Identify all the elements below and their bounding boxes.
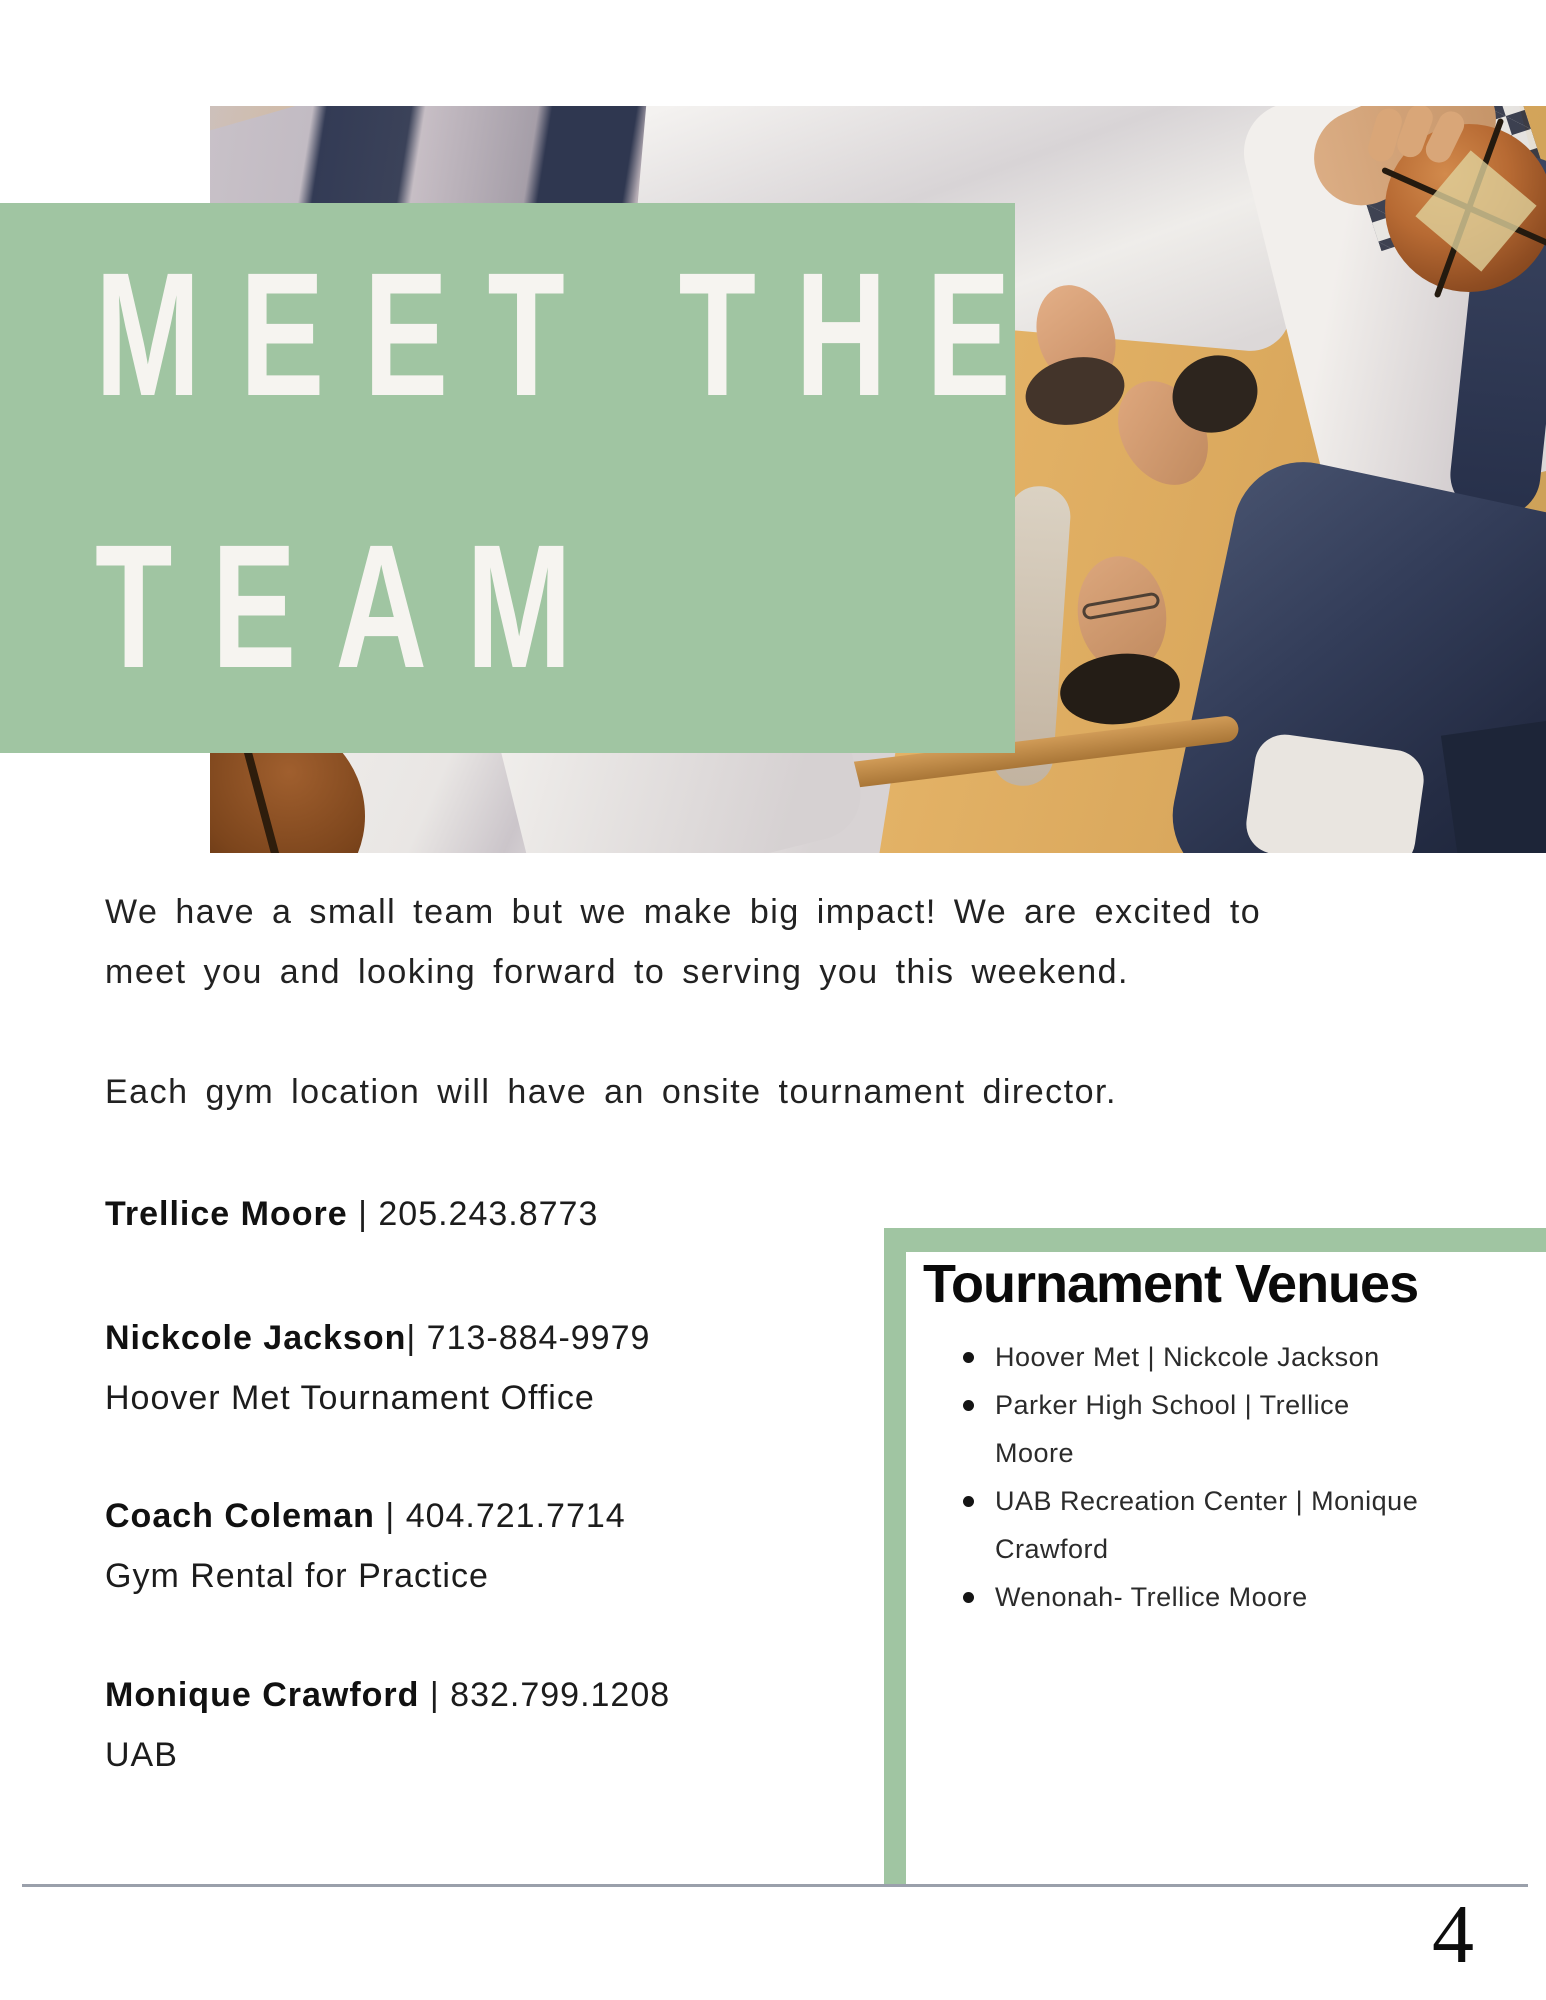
photo-navy-drape-shape xyxy=(1441,718,1546,853)
venue-item-text: Wenonah- Trellice Moore xyxy=(995,1582,1308,1612)
venue-item xyxy=(963,1573,1546,1621)
contact-line xyxy=(105,1486,626,1546)
contact-detail: Gym Rental for Practice xyxy=(105,1557,489,1595)
venues-title: Tournament Venues xyxy=(923,1254,1419,1314)
venue-item xyxy=(963,1333,1546,1381)
contact-block xyxy=(105,1184,598,1244)
bottom-divider xyxy=(22,1884,1528,1887)
contact-separator: | xyxy=(406,1319,427,1357)
page-title-line2: TEAM xyxy=(95,509,612,705)
contact-detail: Hoover Met Tournament Office xyxy=(105,1379,595,1417)
contact-detail: UAB xyxy=(105,1736,178,1774)
bullet-icon xyxy=(963,1592,974,1603)
contact-name: Monique Crawford xyxy=(105,1676,420,1714)
contact-block xyxy=(105,1308,650,1428)
contact-phone: 205.243.8773 xyxy=(378,1195,599,1233)
intro-paragraph-1: We have a small team but we make big impact! We are excited to meet you and looking forward to serving you this weekend. xyxy=(105,893,1262,991)
basketball-highlight xyxy=(1415,150,1536,271)
contact-phone: 404.721.7714 xyxy=(405,1497,626,1535)
page-title-line1: MEET THE xyxy=(95,237,1050,433)
venue-item-text: Parker High School | Trellice Moore xyxy=(995,1390,1350,1468)
intro-paragraph-2: Each gym location will have an onsite tournament director. xyxy=(105,1073,1117,1111)
venue-item-text: UAB Recreation Center | Monique Crawford xyxy=(995,1486,1419,1564)
venue-item xyxy=(963,1477,1546,1573)
contact-line xyxy=(105,1184,598,1244)
contact-block xyxy=(105,1665,670,1785)
contact-separator: | xyxy=(374,1497,406,1535)
contact-phone: 713-884-9979 xyxy=(426,1319,651,1357)
photo-player-hair xyxy=(1057,648,1184,730)
contact-separator: | xyxy=(347,1195,379,1233)
tournament-venues-box xyxy=(884,1228,1546,1884)
bullet-icon xyxy=(963,1496,974,1507)
contact-name: Coach Coleman xyxy=(105,1497,375,1535)
hero-green-panel xyxy=(0,203,1050,753)
contact-name: Trellice Moore xyxy=(105,1195,348,1233)
contact-phone: 832.799.1208 xyxy=(450,1676,671,1714)
page-number: 4 xyxy=(1432,1888,1474,1981)
bullet-icon xyxy=(963,1400,974,1411)
contact-separator: | xyxy=(419,1676,451,1714)
venue-item-text: Hoover Met | Nickcole Jackson xyxy=(995,1342,1380,1372)
bullet-icon xyxy=(963,1352,974,1363)
contact-line xyxy=(105,1665,670,1725)
venues-list xyxy=(906,1333,1546,1621)
contact-name: Nickcole Jackson xyxy=(105,1319,407,1357)
contact-line xyxy=(105,1308,650,1368)
contact-block xyxy=(105,1486,626,1606)
venue-item xyxy=(963,1381,1546,1477)
